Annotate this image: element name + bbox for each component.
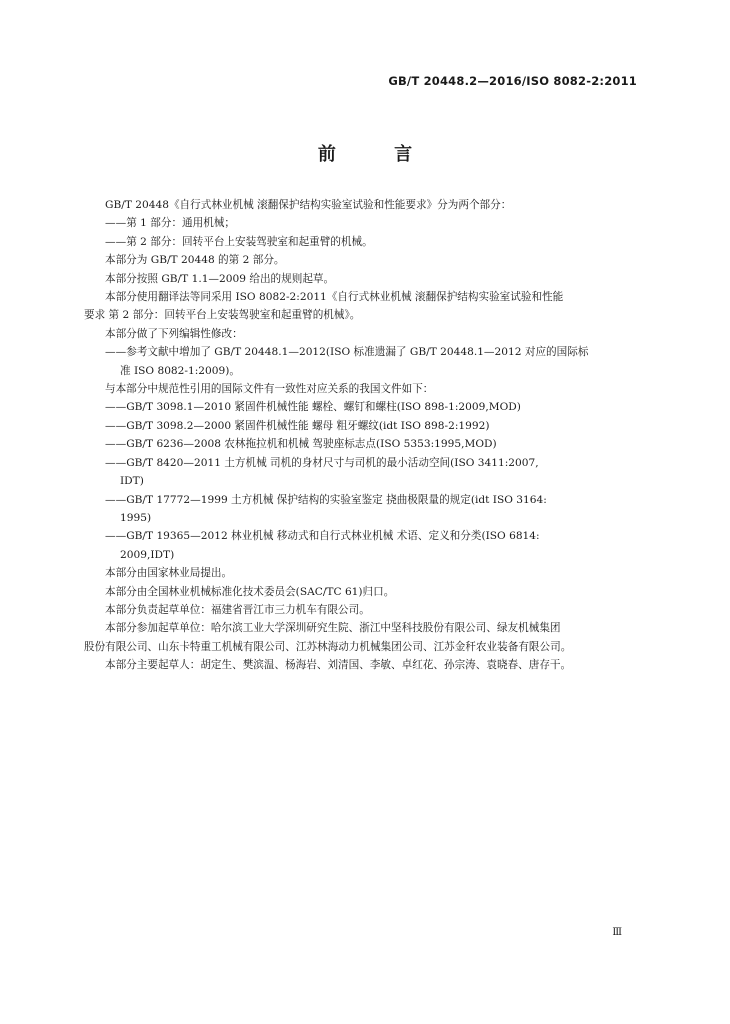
paragraph: 本部分为 GB/T 20448 的第 2 部分。 [105,254,285,267]
list-item: ——GB/T 8420—2011 土方机械 司机的身材尺寸与司机的最小活动空间(ISO 3411:2007, [105,456,539,469]
list-item: ——GB/T 19365—2012 林业机械 移动式和自行式林业机械 术语、定义和分类(ISO 6814: [105,530,540,543]
paragraph: 与本部分中规范性引用的国际文件有一致性对应关系的我国文件如下： [105,383,434,396]
list-item: ——GB/T 17772—1999 土方机械 保护结构的实验室鉴定 挠曲极限量的规定(idt ISO 3164: [105,493,547,506]
paragraph: 本部分由全国林业机械标准化技术委员会(SAC/TC 61)归口。 [105,585,395,598]
paragraph: 本部分参加起草单位：哈尔滨工业大学深圳研究生院、浙江中坚科技股份有限公司、绿友机械集团 [105,622,561,635]
paragraph-continuation: 股份有限公司、山东卡特重工机械有限公司、江苏林海动力机械集团公司、江苏金秆农业装备有限公司。 [84,640,572,653]
list-item-continuation: IDT) [120,475,144,488]
paragraph: 本部分做了下列编辑性修改： [105,327,243,340]
list-item-continuation: 2009,IDT) [120,548,175,561]
list-item-continuation: 准 ISO 8082-1:2009)。 [120,364,240,377]
page-title: 前 言 [317,144,439,165]
paragraph-continuation: 要求 第 2 部分：回转平台上安装驾驶室和起重臂的机械》。 [84,309,361,322]
list-item: ——第 1 部分：通用机械； [105,217,236,230]
paragraph: 本部分负责起草单位：福建省晋江市三力机车有限公司。 [105,603,370,616]
list-item: ——GB/T 3098.1—2010 紧固件机械性能 螺栓、螺钉和螺柱(ISO 898-1:2009,MOD) [105,401,521,414]
list-item-continuation: 1995) [120,511,152,524]
page-number: Ⅲ [612,927,622,938]
body-text [84,196,641,675]
list-item: ——参考文献中增加了 GB/T 20448.1—2012(ISO 标准遗漏了 GB/T 20448.1—2012 对应的国际标 [105,346,589,359]
paragraph: 本部分按照 GB/T 1.1—2009 给出的规则起草。 [105,272,335,285]
list-item: ——GB/T 6236—2008 农林拖拉机和机械 驾驶座标志点(ISO 5353:1995,MOD) [105,438,497,451]
paragraph: 本部分主要起草人：胡定生、樊滨温、杨海岩、刘清国、李敏、卓红花、孙宗涛、袁晓春、唐存干。 [105,659,572,672]
paragraph: 本部分使用翻译法等同采用 ISO 8082-2:2011《自行式林业机械 滚翻保护结构实验室试验和性能 [105,291,564,304]
paragraph: 本部分由国家林业局提出。 [105,567,233,580]
paragraph: GB/T 20448《自行式林业机械 滚翻保护结构实验室试验和性能要求》分为两个部分： [105,199,512,211]
list-item: ——GB/T 3098.2—2000 紧固件机械性能 螺母 粗牙螺纹(idt ISO 898-2:1992) [105,419,490,432]
list-item: ——第 2 部分：回转平台上安装驾驶室和起重臂的机械。 [105,235,373,248]
document-id: GB/T 20448.2—2016/ISO 8082-2:2011 [388,74,637,88]
